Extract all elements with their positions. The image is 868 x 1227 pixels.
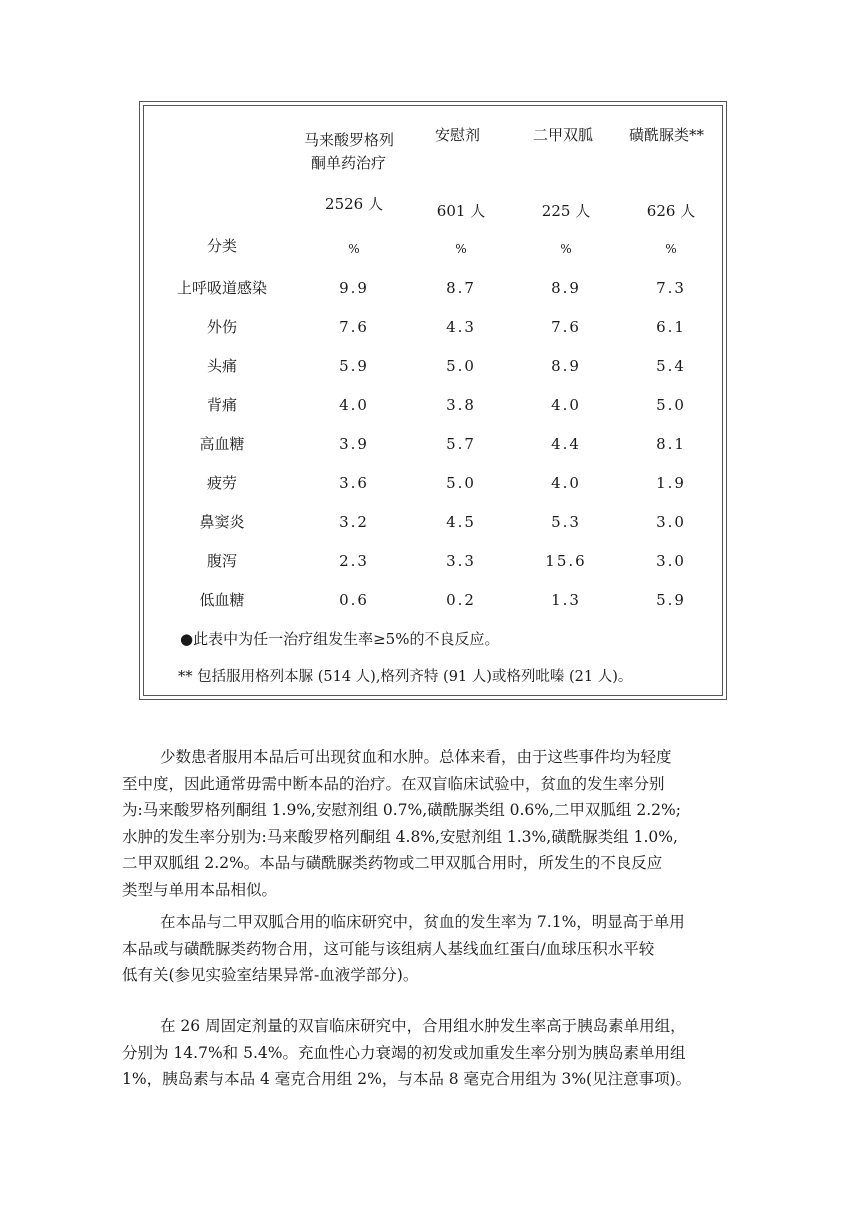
unit-placebo: %: [455, 242, 467, 256]
table-cell: 5.4: [656, 357, 686, 375]
header-metformin: 二甲双胍: [533, 126, 594, 144]
table-cell: 0.6: [339, 591, 369, 609]
header-sulfonylurea: 磺酰脲类**: [629, 126, 705, 144]
table-cell: 9.9: [339, 279, 369, 297]
paragraph-metformin-combo: [122, 909, 744, 989]
header-rosiglitazone-line1: 马来酸罗格列: [304, 131, 395, 149]
table-cell: 5.7: [446, 435, 476, 453]
row-label: 低血糖: [199, 591, 245, 609]
table-cell: 3.0: [656, 552, 686, 570]
text-line: 少数患者服用本品后可出现贫血和水肿。总体来看，由于这些事件均为轻度: [160, 748, 672, 766]
table-cell: 3.6: [339, 474, 369, 492]
row-label: 上呼吸道感染: [176, 279, 268, 297]
text-line: 为:马来酸罗格列酮组 1.9%,安慰剂组 0.7%,磺酰脲类组 0.6%,二甲双胍组 2.2%;: [122, 801, 681, 819]
table-cell: 0.2: [446, 591, 476, 609]
table-cell: 7.3: [656, 279, 686, 297]
table-cell: 5.3: [551, 513, 581, 531]
table-cell: 4.3: [446, 318, 476, 336]
table-note-sulfonylurea: ** 包括服用格列本脲 (514 人),格列齐特 (91 人)或格列吡嗪 (21 人)。: [178, 669, 633, 685]
table-cell: 5.9: [656, 591, 686, 609]
table-note-threshold: ●此表中为任一治疗组发生率≥5%的不良反应。: [180, 630, 500, 648]
header-count-placebo: 601 人: [436, 202, 486, 220]
header-rosiglitazone-line2: 酮单药治疗: [311, 154, 387, 172]
table-cell: 8.9: [551, 279, 581, 297]
text-line: 二甲双胍组 2.2%。本品与磺酰脲类药物或二甲双胍合用时，所发生的不良反应: [122, 854, 663, 872]
paragraph-anemia-edema: [122, 744, 744, 903]
row-label: 高血糖: [199, 435, 245, 453]
table-cell: 2.3: [339, 552, 369, 570]
unit-sulfonylurea: %: [665, 242, 677, 256]
table-cell: 7.6: [551, 318, 581, 336]
table-cell: 8.7: [446, 279, 476, 297]
table-cell: 7.6: [339, 318, 369, 336]
table-cell: 3.9: [339, 435, 369, 453]
text-line: 在 26 周固定剂量的双盲临床研究中，合用组水肿发生率高于胰岛素单用组，: [160, 1017, 686, 1035]
table-cell: 4.0: [339, 396, 369, 414]
table-cell: 5.0: [446, 474, 476, 492]
table-cell: 3.0: [656, 513, 686, 531]
text-line: 类型与单用本品相似。: [122, 880, 278, 899]
table-cell: 5.9: [339, 357, 369, 375]
row-label: 鼻窦炎: [199, 513, 245, 531]
header-count-rosiglitazone: 2526 人: [325, 195, 383, 213]
text-line: 至中度，因此通常毋需中断本品的治疗。在双盲临床试验中，贫血的发生率分别: [122, 774, 665, 793]
text-line: 1%，胰岛素与本品 4 毫克合用组 2%，与本品 8 毫克合用组为 3%(见注意事项)。: [122, 1070, 692, 1088]
table-cell: 4.5: [446, 513, 476, 531]
table-cell: 4.0: [551, 396, 581, 414]
table-cell: 15.6: [545, 552, 587, 570]
table-cell: 4.4: [551, 435, 581, 453]
table-cell: 8.1: [656, 435, 686, 453]
header-count-sulfonylurea: 626 人: [646, 202, 696, 220]
row-label: 外伤: [206, 318, 238, 336]
category-label: 分类: [206, 237, 238, 255]
table-cell: 8.9: [551, 357, 581, 375]
table-cell: 5.0: [446, 357, 476, 375]
text-line: 低有关(参见实验室结果异常-血液学部分)。: [122, 966, 419, 984]
table-cell: 6.1: [656, 318, 686, 336]
paragraph-insulin-study: [122, 1013, 744, 1093]
header-placebo: 安慰剂: [435, 126, 481, 144]
unit-metformin: %: [560, 242, 572, 256]
row-label: 背痛: [206, 396, 238, 414]
table-cell: 5.0: [656, 396, 686, 414]
header-count-metformin: 225 人: [541, 202, 591, 220]
unit-rosiglitazone: %: [348, 242, 360, 256]
text-line: 水肿的发生率分别为:马来酸罗格列酮组 4.8%,安慰剂组 1.3%,磺酰脲类组 1.0%,: [122, 827, 678, 846]
row-label: 头痛: [206, 357, 238, 375]
row-label: 疲劳: [206, 474, 238, 492]
table-cell: 1.3: [551, 591, 581, 609]
table-cell: 3.2: [339, 513, 369, 531]
table-cell: 4.0: [551, 474, 581, 492]
table-cell: 3.3: [446, 552, 476, 570]
table-cell: 1.9: [656, 474, 686, 492]
text-line: 本品或与磺酰脲类药物合用，这可能与该组病人基线血红蛋白/血球压积水平较: [122, 939, 655, 958]
row-label: 腹泻: [206, 552, 238, 570]
table-cell: 3.8: [446, 396, 476, 414]
text-line: 在本品与二甲双胍合用的临床研究中，贫血的发生率为 7.1%，明显高于单用: [160, 913, 685, 931]
text-line: 分别为 14.7%和 5.4%。充血性心力衰竭的初发或加重发生率分别为胰岛素单用组: [122, 1043, 686, 1062]
